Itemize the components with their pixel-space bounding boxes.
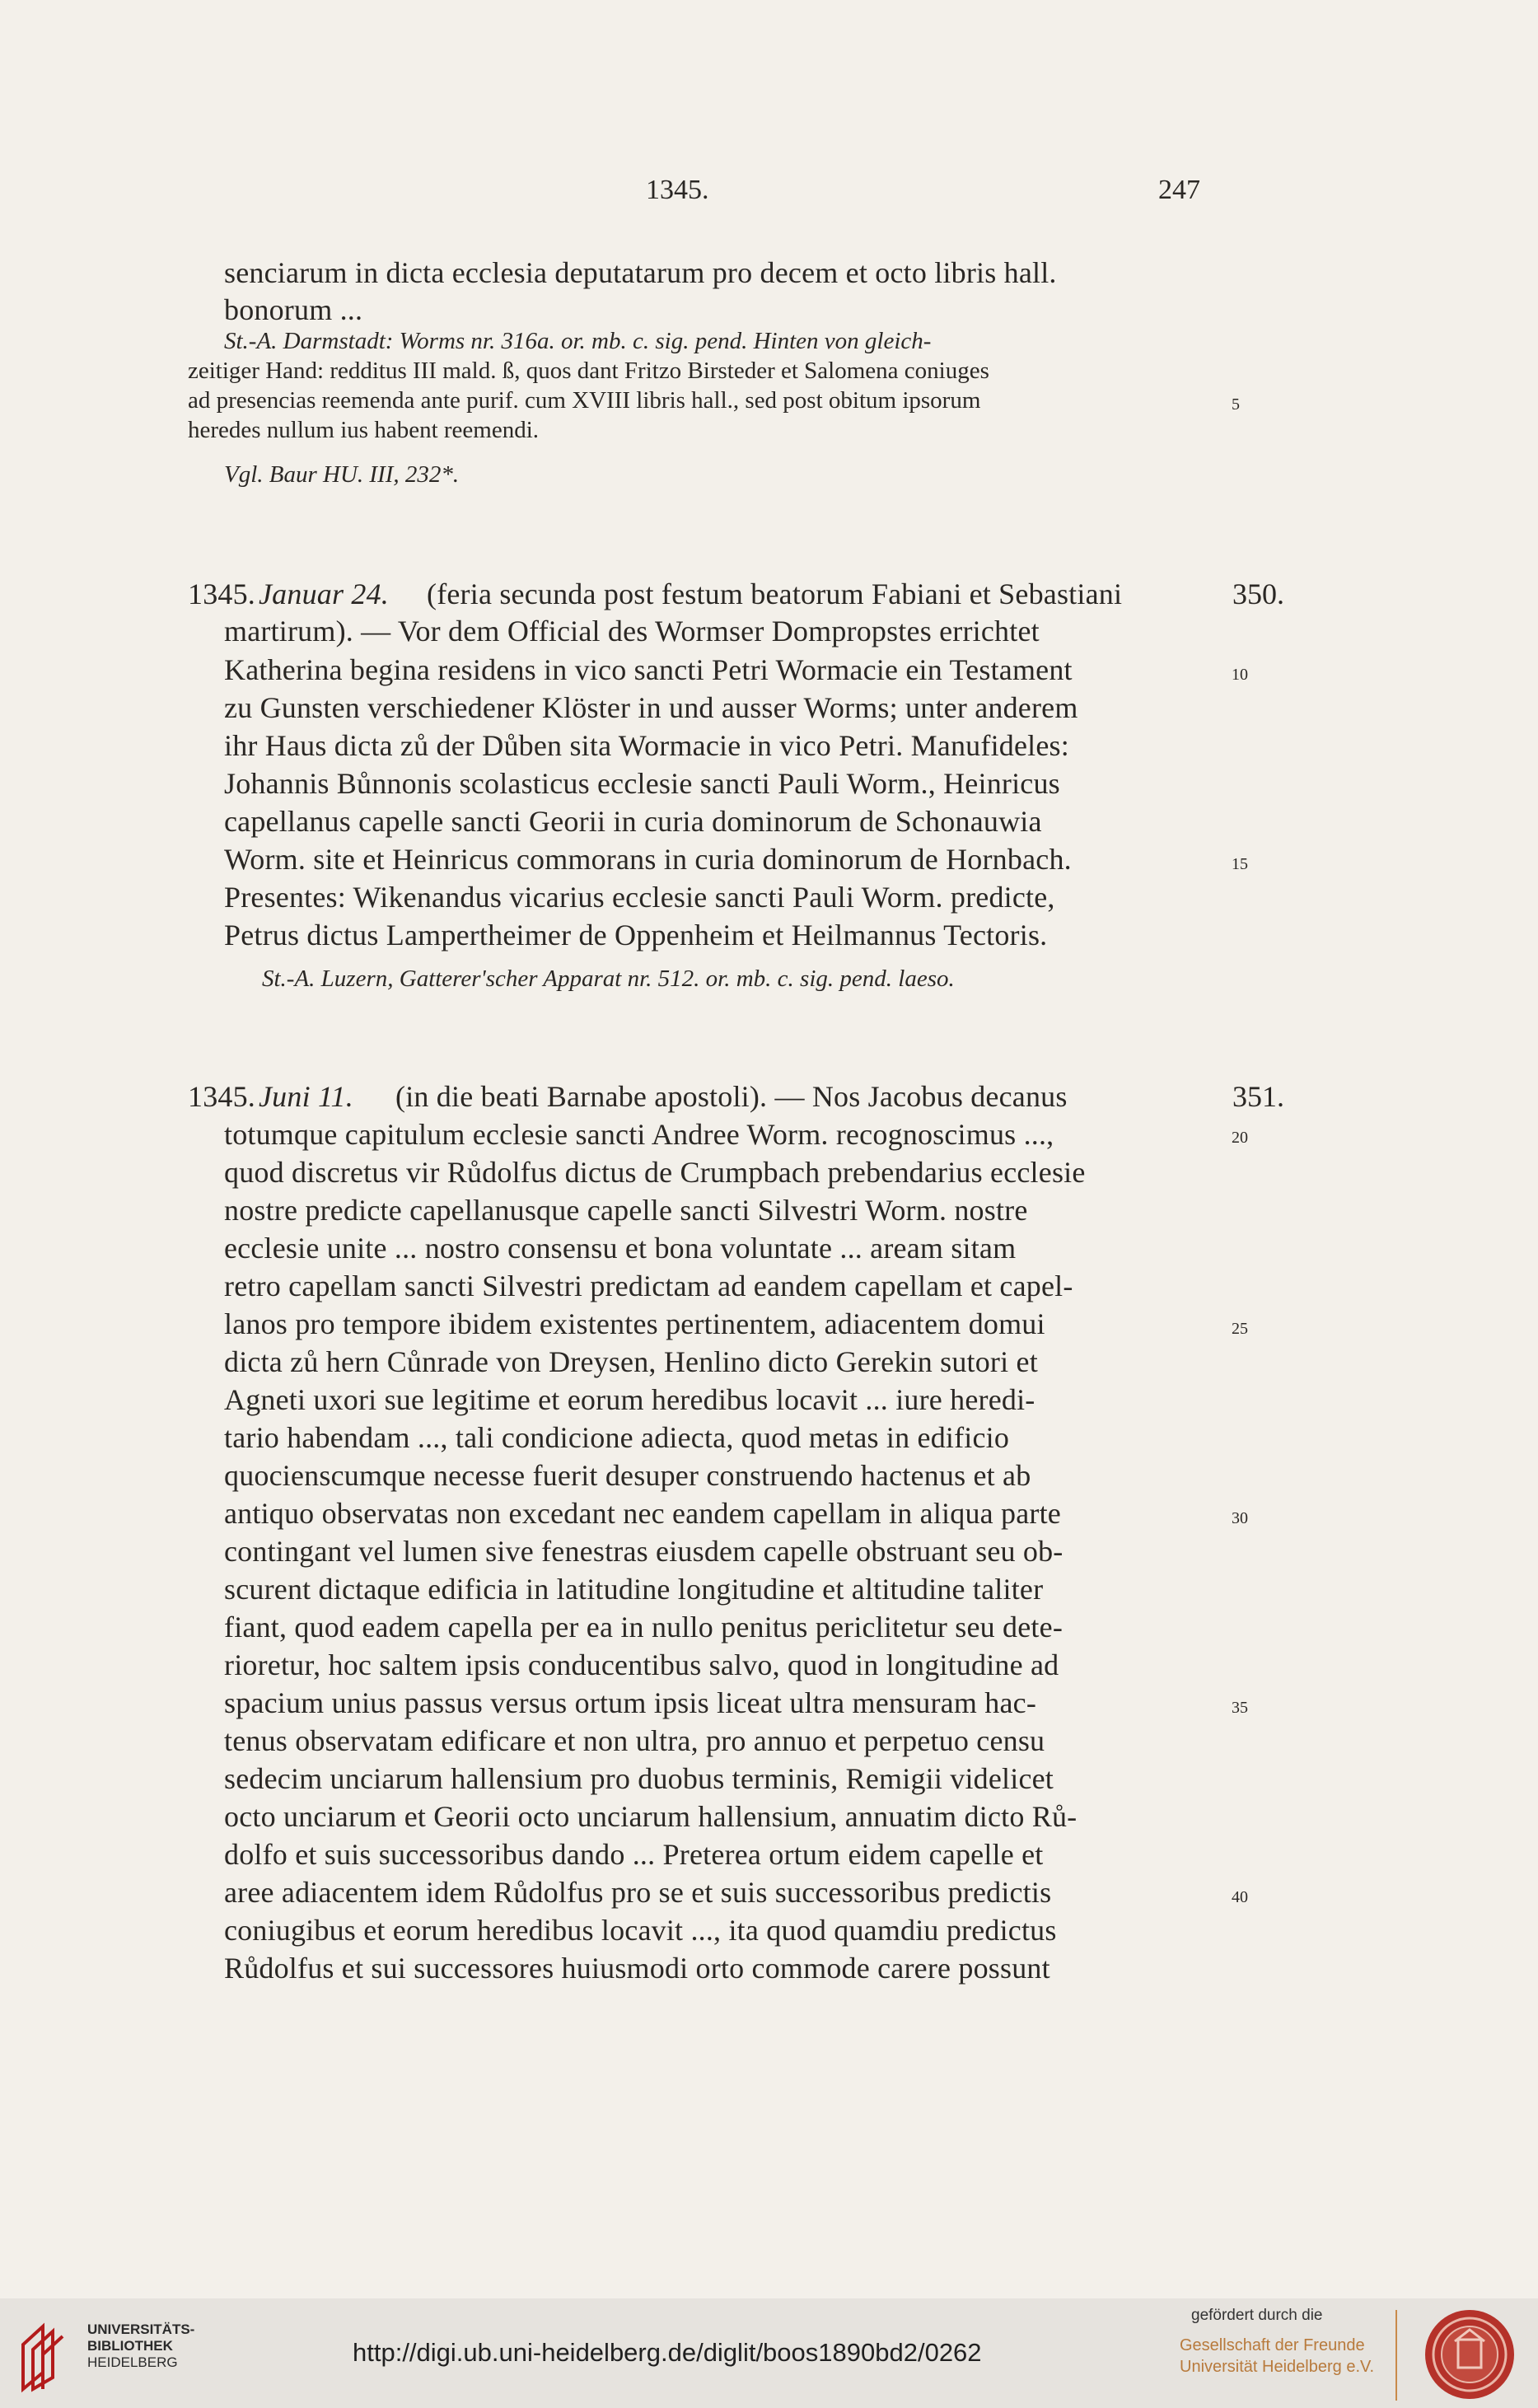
library-name-line: BIBLIOTHEK (87, 2338, 173, 2354)
running-header-year: 1345. (646, 175, 709, 205)
university-library-logo-icon (18, 2312, 79, 2394)
entry-date: Juni 11. (259, 1080, 353, 1113)
text-line: lanos pro tempore ibidem existentes pertinentem, adiacentem domui (224, 1307, 1045, 1340)
text-line: spacium unius passus versus ortum ipsis liceat ultra mensuram hac- (224, 1686, 1037, 1719)
footer-divider (1395, 2310, 1397, 2401)
text-line: tario habendam ..., tali condicione adiecta, quod metas in edificio (224, 1421, 1010, 1454)
text-line: ihr Haus dicta zů der Důben sita Wormacie in vico Petri. Manufideles: (224, 729, 1069, 762)
line-number: 40 (1232, 1888, 1248, 1906)
text-line: tenus observatam edificare et non ultra, pro annuo et perpetuo censu (224, 1724, 1045, 1757)
text-line: totumque capitulum ecclesie sancti Andree Worm. recognoscimus ..., (224, 1118, 1054, 1151)
library-name (87, 2321, 194, 2371)
entry-year: 1345. (188, 1080, 255, 1113)
text-line: zu Gunsten verschiedener Klöster in und ausser Worms; unter anderem (224, 691, 1078, 724)
library-name-line: UNIVERSITÄTS- (87, 2321, 195, 2337)
source-note-line: ad presencias reemenda ante purif. cum XVIII libris hall., sed post obitum ipsorum (188, 387, 981, 414)
sponsor-name-line: Gesellschaft der Freunde (1180, 2336, 1365, 2354)
entry-year: 1345. (188, 577, 255, 610)
text-line: (in die beati Barnabe apostoli). — Nos Jacobus decanus (395, 1080, 1068, 1113)
line-number: 10 (1232, 666, 1248, 684)
text-line: quod discretus vir Růdolfus dictus de Crumpbach prebendarius ecclesie (224, 1156, 1086, 1189)
line-number: 35 (1232, 1699, 1248, 1717)
line-number: 20 (1232, 1129, 1248, 1147)
text-line: dicta zů hern Cůnrade von Dreysen, Henlino dicto Gerekin sutori et (224, 1345, 1038, 1378)
sponsor-label: gefördert durch die (1191, 2307, 1323, 2324)
text-line: Petrus dictus Lampertheimer de Oppenheim et Heilmannus Tectoris. (224, 919, 1048, 952)
source-citation: St.-A. Darmstadt: Worms nr. 316a. or. mb. c. sig. pend. Hinten von gleich- (224, 328, 932, 354)
sponsor-name-line: Universität Heidelberg e.V. (1180, 2358, 1375, 2376)
source-note-line: zeitiger Hand: redditus III mald. ß, quos dant Fritzo Birsteder et Salomena coniuges (188, 358, 989, 384)
text-line: ecclesie unite ... nostro consensu et bona voluntate ... aream sitam (224, 1232, 1017, 1265)
source-citation: St.-A. Luzern, Gatterer'scher Apparat nr. 512. or. mb. c. sig. pend. laeso. (262, 966, 955, 992)
text-line: capellanus capelle sancti Georii in curia dominorum de Schonauwia (224, 805, 1042, 838)
text-line: quocienscumque necesse fuerit desuper construendo hactenus et ab (224, 1459, 1031, 1492)
text-line: octo unciarum et Georii octo unciarum hallensium, annuatim dicto Rů- (224, 1800, 1078, 1833)
text-line: rioretur, hoc saltem ipsis conducentibus salvo, quod in longitudine ad (224, 1648, 1059, 1681)
text-line: sedecim unciarum hallensium pro duobus terminis, Remigii videlicet (224, 1762, 1054, 1795)
text-line: Růdolfus et sui successores huiusmodi orto commode carere possunt (224, 1952, 1050, 1985)
text-line: dolfo et suis successoribus dando ... Preterea ortum eidem capelle et (224, 1838, 1044, 1871)
text-line: martirum). — Vor dem Official des Wormser Dompropstes errichtet (224, 615, 1040, 648)
reference: Vgl. Baur HU. III, 232*. (224, 461, 460, 488)
text-line: (feria secunda post festum beatorum Fabiani et Sebastiani (427, 577, 1123, 610)
line-number: 30 (1232, 1509, 1248, 1527)
library-name-line: HEIDELBERG (87, 2354, 178, 2370)
text-line: Johannis Bůnnonis scolasticus ecclesie sancti Pauli Worm., Heinricus (224, 767, 1060, 800)
text-line: coniugibus et eorum heredibus locavit ..., ita quod quamdiu predictus (224, 1914, 1057, 1947)
entry-number: 350. (1232, 577, 1284, 610)
text-line: contingant vel lumen sive fenestras eiusdem capelle obstruant seu ob- (224, 1535, 1064, 1568)
text-line: Katherina begina residens in vico sancti Petri Wormacie ein Testament (224, 653, 1073, 686)
line-number: 15 (1232, 855, 1248, 873)
text-line: Presentes: Wikenandus vicarius ecclesie sancti Pauli Worm. predicte, (224, 881, 1055, 914)
text-line: bonorum ... (224, 293, 363, 326)
page-number: 247 (1158, 175, 1200, 205)
permalink-url[interactable]: http://digi.ub.uni-heidelberg.de/diglit/boos1890bd2/0262 (353, 2338, 982, 2367)
text-line: senciarum in dicta ecclesia deputatarum pro decem et octo libris hall. (224, 256, 1057, 289)
university-seal-icon (1422, 2307, 1517, 2402)
sponsor-name (1180, 2335, 1374, 2378)
entry-date: Januar 24. (259, 577, 389, 610)
text-line: nostre predicte capellanusque capelle sancti Silvestri Worm. nostre (224, 1194, 1028, 1227)
source-note-line: heredes nullum ius habent reemendi. (188, 417, 540, 443)
text-line: antiquo observatas non excedant nec eandem capellam in aliqua parte (224, 1497, 1061, 1530)
line-number: 25 (1232, 1320, 1248, 1338)
text-line: scurent dictaque edificia in latitudine longitudine et altitudine taliter (224, 1573, 1044, 1606)
entry-number: 351. (1232, 1080, 1284, 1113)
text-line: retro capellam sancti Silvestri predictam ad eandem capellam et capel- (224, 1269, 1073, 1302)
line-number: 5 (1232, 395, 1240, 414)
text-line: Worm. site et Heinricus commorans in curia dominorum de Hornbach. (224, 843, 1072, 876)
text-line: Agneti uxori sue legitime et eorum heredibus locavit ... iure heredi- (224, 1383, 1035, 1416)
text-line: aree adiacentem idem Růdolfus pro se et suis successoribus predictis (224, 1876, 1052, 1909)
text-line: fiant, quod eadem capella per ea in nullo penitus periclitetur seu dete- (224, 1611, 1064, 1644)
